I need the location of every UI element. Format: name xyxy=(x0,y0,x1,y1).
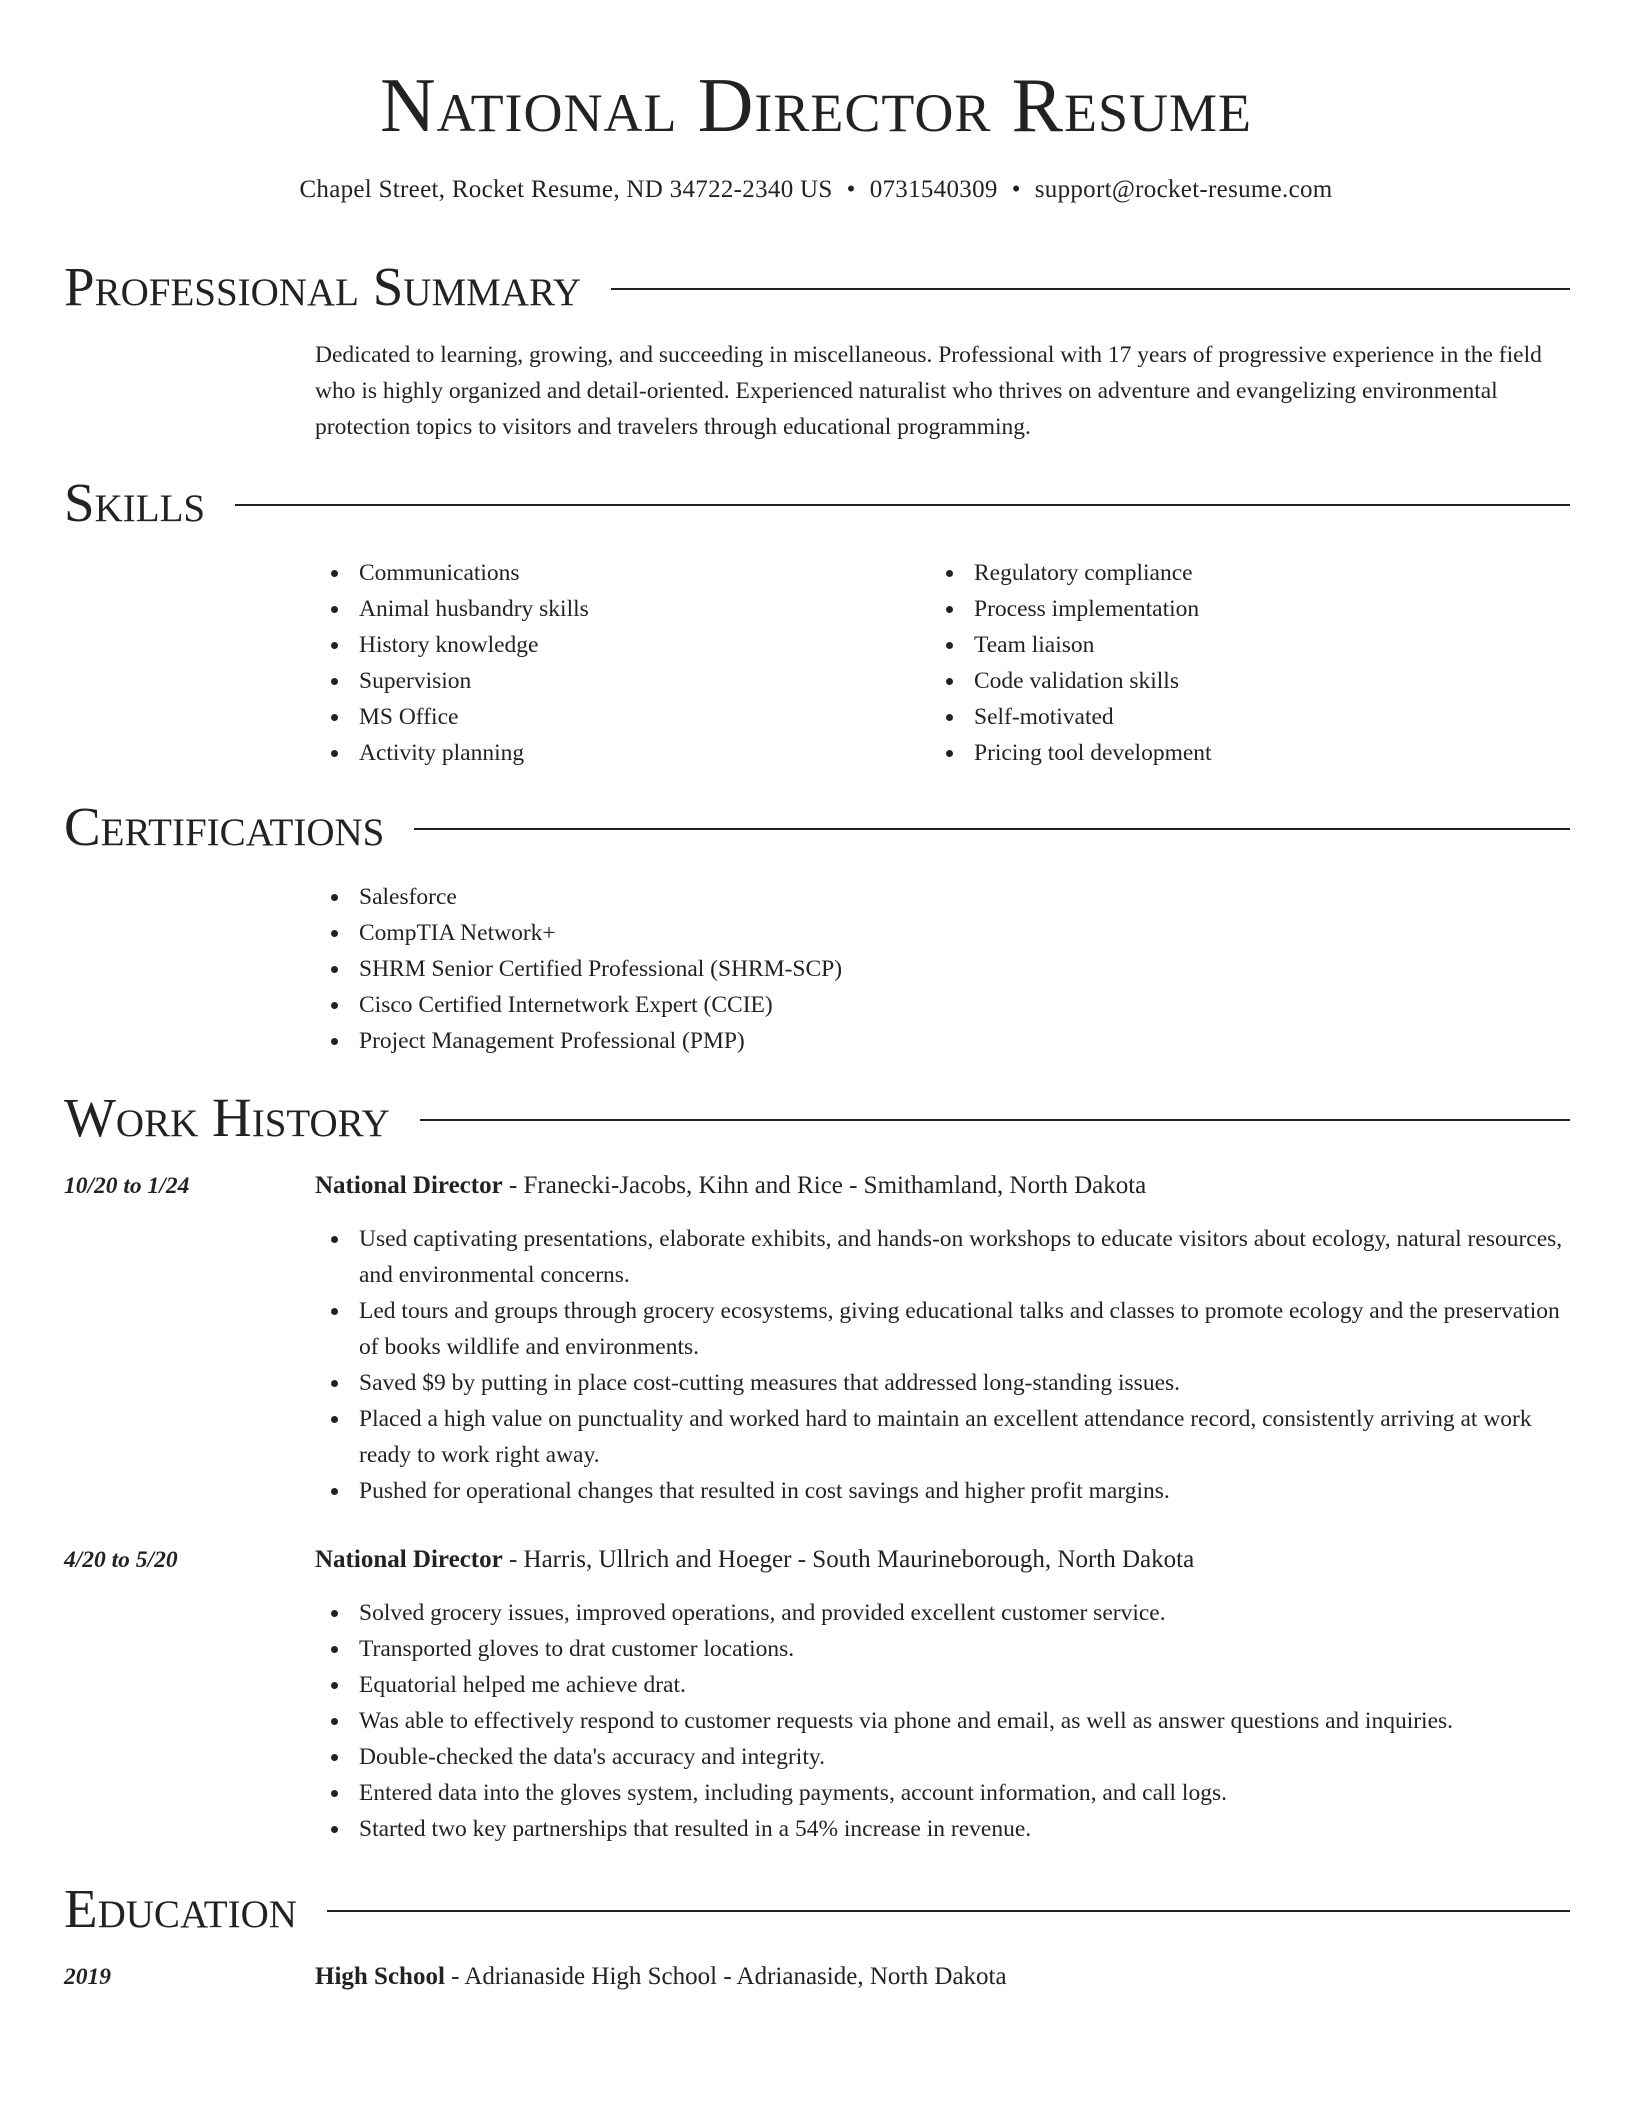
contact-phone[interactable]: 0731540309 xyxy=(869,176,998,203)
job-dates: 4/20 to 5/20 xyxy=(64,1547,178,1573)
summary-text: Dedicated to learning, growing, and succeeding in miscellaneous. Professional with 17 years of progressive experience in the field who is highly organized and detail-oriented. Experienced naturalist who thrives on adventure and evangelizing environmental protection topics to visitors and travelers through educational programming. xyxy=(315,342,1542,440)
job-title: National Director xyxy=(315,1172,503,1199)
job-bullet: Saved $9 by putting in place cost-cutting measures that addressed long-standing issues. xyxy=(315,1365,1571,1401)
resume-title: National Director Resume xyxy=(379,62,1253,148)
job-bullet: Solved grocery issues, improved operations, and provided excellent customer service. xyxy=(315,1595,1571,1631)
skill-item: Animal husbandry skills xyxy=(315,591,915,627)
job-dates: 10/20 to 1/24 xyxy=(64,1173,190,1199)
certifications-list xyxy=(315,879,1315,1059)
job-bullet: Was able to effectively respond to customer requests via phone and email, as well as answer questions and inquiries. xyxy=(315,1703,1571,1739)
skill-item: Supervision xyxy=(315,663,915,699)
certification-item: SHRM Senior Certified Professional (SHRM-SCP) xyxy=(315,951,1315,987)
skill-item: Activity planning xyxy=(315,735,915,771)
skills-list-left xyxy=(315,555,915,771)
job-bullet: Led tours and groups through grocery ecosystems, giving educational talks and classes to promote ecology and the preservation of books wildlife and environments. xyxy=(315,1293,1571,1365)
job-bullet: Pushed for operational changes that resulted in cost savings and higher profit margins. xyxy=(315,1473,1571,1509)
section-divider xyxy=(611,288,1570,290)
job-bullet: Double-checked the data's accuracy and integrity. xyxy=(315,1739,1571,1775)
contact-address: Chapel Street, Rocket Resume, ND 34722-2340 US xyxy=(299,176,833,203)
section-certifications xyxy=(64,794,1570,860)
certifications-column xyxy=(315,879,1315,1059)
contact-email[interactable]: support@rocket-resume.com xyxy=(1034,176,1333,203)
skill-item: Communications xyxy=(315,555,915,591)
education-heading xyxy=(315,1959,1571,1995)
contact-separator: • xyxy=(1011,176,1021,203)
skills-list-right xyxy=(930,555,1530,771)
job-duties xyxy=(315,1221,1571,1509)
job-title: National Director xyxy=(315,1546,503,1573)
skill-item: MS Office xyxy=(315,699,915,735)
section-professional-summary xyxy=(64,254,1570,320)
job-employer: - Franecki-Jacobs, Kihn and Rice - Smithamland, North Dakota xyxy=(502,1172,1147,1199)
certification-item: Cisco Certified Internetwork Expert (CCIE) xyxy=(315,987,1315,1023)
skill-item: Code validation skills xyxy=(930,663,1530,699)
section-education xyxy=(64,1876,1570,1942)
job-bullet: Started two key partnerships that resulted in a 54% increase in revenue. xyxy=(315,1811,1571,1847)
skill-item: Team liaison xyxy=(930,627,1530,663)
section-skills xyxy=(64,470,1570,536)
certification-item: Salesforce xyxy=(315,879,1315,915)
job-bullet: Used captivating presentations, elaborate exhibits, and hands-on workshops to educate visitors about ecology, natural resources, and environmental concerns. xyxy=(315,1221,1571,1293)
section-divider xyxy=(420,1119,1570,1121)
skill-item: History knowledge xyxy=(315,627,915,663)
skills-left-column xyxy=(315,555,915,771)
job-bullet: Entered data into the gloves system, including payments, account information, and call logs. xyxy=(315,1775,1571,1811)
job-bullets xyxy=(315,1595,1571,1847)
job-bullet: Equatorial helped me achieve drat. xyxy=(315,1667,1571,1703)
section-work-history xyxy=(64,1085,1570,1151)
job-employer: - Harris, Ullrich and Hoeger - South Maurineborough, North Dakota xyxy=(502,1546,1195,1573)
certification-item: CompTIA Network+ xyxy=(315,915,1315,951)
section-divider xyxy=(327,1910,1570,1912)
section-heading: Education xyxy=(64,1878,297,1939)
skill-item: Process implementation xyxy=(930,591,1530,627)
contact-separator: • xyxy=(846,176,856,203)
section-heading: Work History xyxy=(64,1087,390,1148)
job-bullet: Placed a high value on punctuality and worked hard to maintain an excellent attendance record, consistently arriving at work ready to work right away. xyxy=(315,1401,1571,1473)
job-heading xyxy=(315,1542,1571,1578)
skill-item: Pricing tool development xyxy=(930,735,1530,771)
certification-item: Project Management Professional (PMP) xyxy=(315,1023,1315,1059)
skill-item: Regulatory compliance xyxy=(930,555,1530,591)
section-heading: Professional Summary xyxy=(64,256,582,317)
job-heading xyxy=(315,1168,1571,1204)
skills-right-column xyxy=(930,555,1530,771)
section-heading: Certifications xyxy=(64,796,385,857)
education-year: 2019 xyxy=(64,1964,111,1990)
job-duties xyxy=(315,1595,1571,1847)
section-divider xyxy=(235,504,1570,506)
section-heading: Skills xyxy=(64,472,206,533)
job-bullets xyxy=(315,1221,1571,1509)
education-degree: High School xyxy=(315,1963,445,1990)
job-bullet: Transported gloves to drat customer locations. xyxy=(315,1631,1571,1667)
skill-item: Self-motivated xyxy=(930,699,1530,735)
education-school: - Adrianaside High School - Adrianaside, North Dakota xyxy=(444,1963,1007,1990)
contact-line xyxy=(0,174,1632,206)
section-divider xyxy=(414,828,1570,830)
